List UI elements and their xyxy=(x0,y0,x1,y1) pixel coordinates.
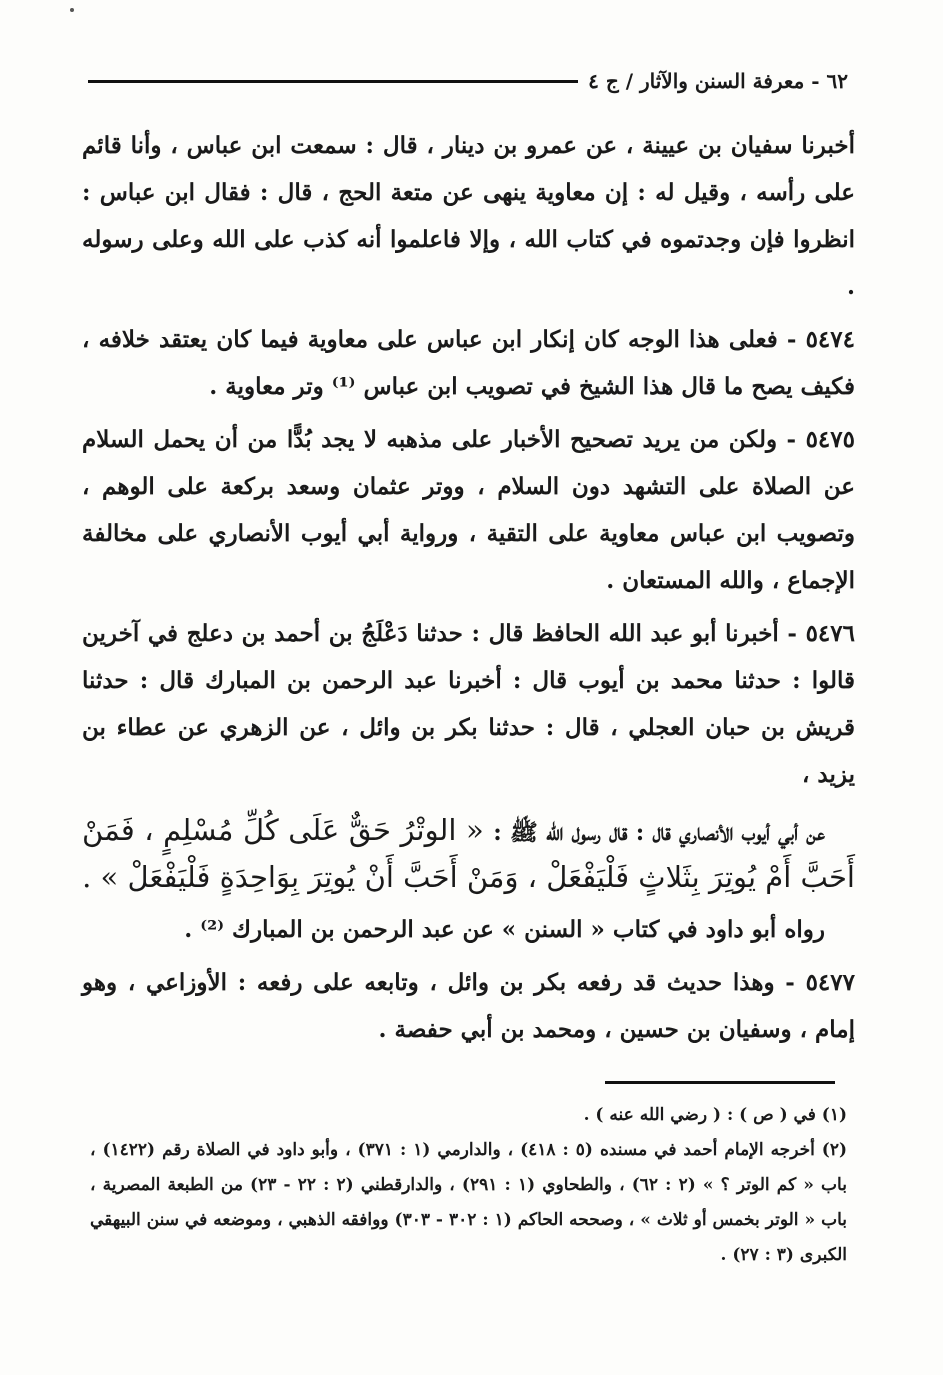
footnote-2: (٢) أخرجه الإمام أحمد في مسنده (٥ : ٤١٨) ، والدارمي (١ : ٣٧١) ، وأبو داود في الصلاة رقم (١٤٢٢) ، باب « كم الوتر ؟ » (٢ : ٦٢) ، والطحاوي (١ : ٢٩١) ، والدارقطني (٢ : ٢٢ - ٢٣) من الطبعة المصرية ، باب « الوتر بخمس أو ثلاث » ، وصححه الحاكم (١ : ٣٠٢ - ٣٠٣) ووافقه الذهبي ، وموضعه في سنن البيهقي الكبرى (٣ : ٢٧) . xyxy=(90,1140,848,1265)
scan-mark xyxy=(70,8,74,12)
footnote-rule xyxy=(605,1081,835,1084)
header-rule xyxy=(88,80,578,83)
hadith-block xyxy=(82,808,855,900)
header-title: ٦٢ - معرفة السنن والآثار / ج ٤ xyxy=(588,69,848,93)
paragraph-narration: رواه أبو داود في كتاب « السنن » عن عبد الرحمن بن المبارك ⁽²⁾ . xyxy=(184,916,825,943)
paragraph-5475: ٥٤٧٥ - ولكن من يريد تصحيح الأخبار على مذهبه لا يجد بُدًّا من أن يحمل السلام عن الصلاة على التشهد دون السلام ، ووتر عثمان وسعد بركعة على الوهم ، وتصويب ابن عباس معاوية على التقية ، ورواية أبي أيوب الأنصاري على مخالفة الإجماع ، والله المستعان . xyxy=(82,426,855,594)
footnotes xyxy=(90,1098,847,1273)
hadith-text: « الوتْرُ حَقٌّ عَلَى كُلِّ مُسْلِمٍ ، فَمَنْ أَحَبَّ أَمْ يُوتِرَ بِثَلاثٍ فَلْيَفْعَلْ ، وَمَنْ أَحَبَّ أَنْ يُوتِرَ بِوَاحِدَةٍ فَلْيَفْعَلْ » . xyxy=(82,813,855,894)
paragraph-5476: ٥٤٧٦ - أخبرنا أبو عبد الله الحافظ قال : حدثنا دَعْلَجُ بن أحمد بن دعلج في آخرين قالوا : حدثنا محمد بن أيوب قال : أخبرنا عبد الرحمن بن المبارك قال : حدثنا قريش بن حبان العجلي ، قال : حدثنا بكر بن وائل ، عن الزهري عن عطاء بن يزيد ، xyxy=(82,620,855,788)
hadith-lead: عن أبي أيوب الأنصاري قال : قال رسول الله ﷺ : xyxy=(493,819,825,846)
paragraph-5474: ٥٤٧٤ - فعلى هذا الوجه كان إنكار ابن عباس على معاوية فيما كان يعتقد خلافه ، فكيف يصح ما قال هذا الشيخ في تصويب ابن عباس ⁽¹⁾ وتر معاوية . xyxy=(82,326,855,400)
main-text xyxy=(82,122,855,1053)
paragraph-intro: أخبرنا سفيان بن عيينة ، عن عمرو بن دينار ، قال : سمعت ابن عباس ، وأنا قائم على رأسه ، وقيل له : إن معاوية ينهى عن متعة الحج ، قال : فقال ابن عباس : انظروا فإن وجدتموه في كتاب الله ، وإلا فاعلموا أنه كذب على الله وعلى رسوله . xyxy=(82,132,855,300)
footnote-1: (١) في ( ص ) : ( رضي الله عنه ) . xyxy=(583,1105,847,1125)
running-header xyxy=(88,66,848,96)
paragraph-5477: ٥٤٧٧ - وهذا حديث قد رفعه بكر بن وائل ، وتابعه على رفعه : الأوزاعي ، وهو إمام ، وسفيان بن حسين ، ومحمد بن أبي حفصة . xyxy=(82,969,855,1043)
